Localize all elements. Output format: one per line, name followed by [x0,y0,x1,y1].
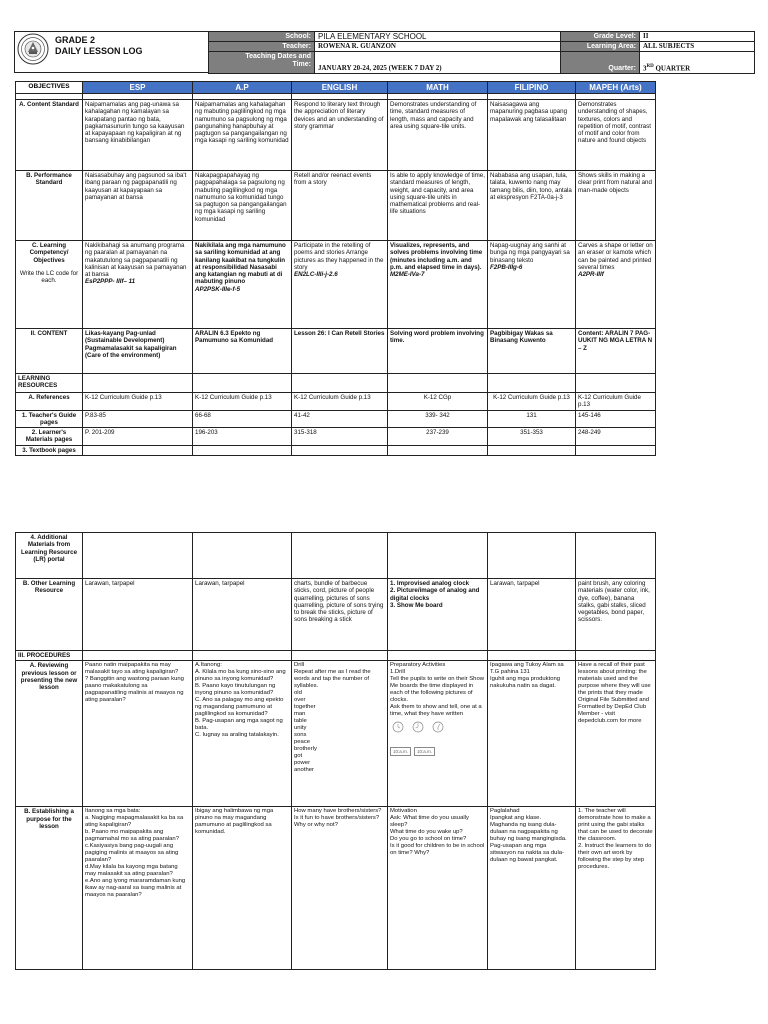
row-label [16,410,83,428]
cell-math [388,661,488,807]
grade-level-value: II [640,32,755,42]
cell-text: Paglalahad Ipangkat ang klase. Maghanda ng isang dula-dulaan na nagpapakita ng buhay ng isang mangingisda. Pag-usapan ang mga sitwasyon na nakita sa dula-dulaan ng bawat pangkat. [490,808,567,864]
cell-text: 131 [526,411,537,419]
section-empty-cell [292,374,388,393]
cell-text: 66-68 [195,411,211,419]
section-empty-cell [193,374,292,393]
dates-label-line2: Time: [292,61,311,68]
dates-label [209,52,315,74]
table-row [16,533,656,579]
deped-seal-logo [17,33,49,65]
section-label: III. PROCEDURES [16,651,83,661]
cell-english [292,579,388,651]
school-value: PILA ELEMENTARY SCHOOL [315,32,561,42]
section-row [16,374,656,393]
teacher-label: Teacher: [209,42,315,52]
section-empty-cell [83,651,193,661]
lc-code: EsP2PPP- IIIf– 11 [85,278,136,286]
cell-text: Retell and/or reenact events from a story [294,172,374,187]
table-row [16,241,656,329]
cell-text: Content: ARALIN 7 PAG-UUKIT NG MGA LETRA N – Z [578,330,654,352]
cell-text: Drill Repeat after me as I read the words and tap the number of syllables. old over together man table unity sons peace brotherly got power another [294,662,371,774]
row-label [16,241,83,329]
cell-text: Naisasabuhay ang pagsunod sa iba't ibang paraan ng pagpapanatili ng kaayusan at kapayapaan sa pamayanan at bansa [85,172,189,201]
table-row [16,807,656,970]
row-label-text: C. Learning Competency/ Objectives [29,242,69,264]
cell-mapeh [576,445,656,455]
cell-text: ARALIN 6.3 Epekto ng Pamumuno sa Komunidad [195,330,274,345]
cell-english [292,533,388,579]
col-esp: ESP [83,82,193,94]
cell-mapeh [576,533,656,579]
row-label [16,329,83,374]
section-row [16,651,656,661]
cell-esp [83,807,193,970]
table-row [16,171,656,241]
cell-text: 315-318 [294,429,317,437]
cell-text: Itanong sa mga bata: a. Nagiging mapagmalasakit ka ba sa ating kapaligiran? b. Paano mo maipapakita ang pagmamahal mo sa ating paaralan? c.Kasiyasiya bang pag-uugali ang pagiging malinis at maayos sa ating paaralan? d.May kilala ba kayong mga batang may malasakit sa ating paaralan? e.Ano ang iyong mararamdaman kung ikaw ay nag-aaral sa isang malinis at maayos na paaralan? [85,808,186,899]
grade-title: GRADE 2 [55,35,96,45]
cell-text: charts, bundle of barbecue sticks, cord, picture of people quarrelling, pictures of sons quarrelling, picture of sons trying to break the sticks, picture of sons breaking a stick [294,580,386,624]
table-row [16,393,656,411]
row-label [16,533,83,579]
cell-math [388,329,488,374]
cell-esp [83,329,193,374]
row-label-text: 2. Learner's Materials pages [25,429,73,444]
section-empty-cell [488,374,576,393]
cell-english [292,807,388,970]
cell-esp [83,100,193,171]
cell-mapeh [576,329,656,374]
cell-text: K-12 Curriculum Guide p.13 [493,394,570,401]
row-label-text: B. Other Learning Resource [22,580,76,595]
row-label [16,428,83,446]
cell-ap [193,410,292,428]
cell-text: 1. Improvised analog clock 2. Picture/image of analog and digital clocks 3. Show Me board [390,580,480,609]
cell-math [388,579,488,651]
lc-code: F2PB-IIIg-6 [490,263,523,271]
col-math: MATH [388,82,488,94]
col-filipino: FILIPINO [488,82,576,94]
cell-text: Participate in the retelling of poems and stories Arrange pictures as they happened in the story [294,242,386,271]
cell-text: Is able to apply knowledge of time, standard measures of length, weight, and capacity, and area using square-tile units in mathematical problems and real-life situations [390,172,487,216]
cell-filipino [488,100,576,171]
row-label-text: B. Establishing a purpose for the lesson [24,808,74,830]
cell-english [292,329,388,374]
cell-text: Ipagawa ang Tukoy Alam sa T.G pahina 131 Iguhit ang mga produktong nakukuha natin sa dagat. [490,662,564,690]
page-title [55,35,143,57]
cell-text: K-12 Curriculum Guide p.13 [294,394,371,401]
teacher-value: ROWENA R. GUANZON [315,42,561,52]
cell-esp [83,171,193,241]
cell-text: Preparatory Activities 1.Drill Tell the pupils to write on their Show Me boards the time displayed in each of the following pictures of clocks. Ask them to show and tell, one at a time, what they have written [390,662,484,718]
learning-area-value: ALL SUBJECTS [640,42,755,52]
digital-clock-labels [390,747,485,756]
cell-mapeh [576,100,656,171]
lc-code: M2ME-IVa-7 [390,271,425,279]
row-label [16,171,83,241]
cell-text: Napag-uugnay ang sanhi at bunga ng mga pangyayari sa binasang teksto [490,242,572,264]
cell-math [388,428,488,446]
digital-clock-time: 10:a.m. [390,747,411,756]
cell-esp [83,393,193,411]
cell-mapeh [576,428,656,446]
cell-filipino [488,533,576,579]
lc-code: EN2LC-IIIi-j-2.6 [294,271,338,279]
cell-filipino [488,329,576,374]
cell-english [292,428,388,446]
cell-ap [193,241,292,329]
cell-text: Naisasagawa ang mapanuring pagbasa upang mapalawak ang talasalitaan [490,101,569,123]
cell-text: Larawan, tarpapel [490,580,540,587]
section-empty-cell [576,651,656,661]
cell-text: K-12 Curriculum Guide p.13 [85,394,162,401]
cell-math [388,807,488,970]
section-empty-cell [388,651,488,661]
cell-mapeh [576,661,656,807]
cell-ap [193,661,292,807]
school-label: School: [209,32,315,42]
quarter-value: 3RD QUARTER [640,52,755,74]
grade-level-label: Grade Level: [561,32,640,42]
lc-code: AP2PSK-IIIe-f-5 [195,285,241,293]
table-row [16,100,656,171]
cell-text: P. 201-209 [85,429,115,437]
cell-english [292,171,388,241]
cell-esp [83,241,193,329]
cell-text: Pagbibigay Wakas sa Binasang Kuwento [490,330,555,345]
cell-esp [83,579,193,651]
dates-value: JANUARY 20-24, 2025 (WEEK 7 DAY 2) [315,52,561,74]
row-label [16,100,83,171]
cell-mapeh [576,393,656,411]
cell-ap [193,428,292,446]
cell-text: K-12 CGp [423,394,452,401]
section-empty-cell [83,374,193,393]
row-label-text: 3. Textbook pages [22,446,76,454]
cell-text: Lesson 26: I Can Retell Stories [294,330,385,337]
cell-text: 339- 342 [425,411,450,419]
row-label [16,661,83,807]
row-label-text: A. References [28,394,70,401]
cell-text: Naipamamalas ang kahalagahan ng mabuting paglilingkod ng mga namumuno sa pagsulong ng mga pangunahing hanapbuhay at pagtugon sa pangangailangan ng mga kasapi ng sariling komunidad [195,101,289,145]
cell-text: 41-42 [294,411,310,419]
cell-ap [193,329,292,374]
section-label: LEARNING RESOURCES [16,374,83,393]
cell-mapeh [576,410,656,428]
cell-filipino [488,241,576,329]
cell-english [292,445,388,455]
table-row [16,661,656,807]
cell-filipino [488,171,576,241]
cell-text: Nababasa ang usapan, tula, talata, kuwento nang may tamang bilis, diin, tono, antala at ekspresyon F2TA-0a-j-3 [490,172,574,201]
table-row [16,579,656,651]
cell-english [292,410,388,428]
row-label-text: B. Performance Standard [26,172,72,187]
lesson-table-part2 [15,532,656,970]
cell-math [388,410,488,428]
cell-text: Paano natin maipapakita na may malasakit tayo sa ating kapaligiran? ? Banggitin ang wastong paraan kung paano makakatulong sa pagpapanatiling malinis at maayos ng ating paaralan? [85,662,184,704]
cell-ap [193,579,292,651]
clock-icons [390,720,450,744]
table-row [16,445,656,455]
cell-text: Ibigay ang halimbawa ng mga pinuno na may magandang pamumuno at paglilingkod sa komunidad. [195,808,275,836]
cell-text: Demonstrates understanding of shapes, textures, colors and repetition of motif, contrast of motif and color from nature and found objects [578,101,653,145]
learning-area-label: Learning Area: [561,42,640,52]
cell-esp [83,661,193,807]
cell-text: A.Itanong: A. Kilala mo ba kung sino-sino ang pinuno sa inyong komunidad? B. Paano kayo tinutulungan ng inyong pinuno sa komunidad? C. Ano sa palagay mo ang epekto ng magandang pamumuno at paglilingkod sa komunidad? B. Pag-usapan ang mga sagot ng bata. C. Iugnay sa araling tatalakayin. [195,662,286,739]
cell-ap [193,393,292,411]
cell-text: 1. The teacher will demonstrate how to make a print using the gabi stalks that can be used to decorate the classroom. 2. Instruct the learners to do their own art work by following the step by step procedures. [578,808,653,871]
cell-text: Have a recall of their past lessons about printing: the materials used and the purpose where they will use the prints that they made Original File Submitted and Formatted by DepEd Club Member - visit depedclub.com for more [578,662,651,725]
col-ap: A.P [193,82,292,94]
col-english: ENGLISH [292,82,388,94]
cell-math [388,533,488,579]
cell-filipino [488,393,576,411]
section-empty-cell [193,651,292,661]
cell-text: Visualizes, represents, and solves problems involving time (minutes including a.m. and p.m. and elapsed time in days). [390,242,484,271]
section-empty-cell [488,651,576,661]
cell-text: How many have brothers/sisters? Is it fun to have brothers/sisters? Why or why not? [294,808,382,829]
cell-ap [193,807,292,970]
cell-esp [83,428,193,446]
section-empty-cell [292,651,388,661]
cell-text: Nakikilala ang mga namumuno sa sariling komunidad at ang kanilang kaakibat na tungkulin at responsibilidad Nasasabi ang katangian ng mabuti at di mabuting pinuno [195,242,288,286]
cell-text: 145-146 [578,411,601,419]
col-mapeh: MAPEH (Arts) [576,82,656,94]
cell-filipino [488,428,576,446]
cell-math [388,241,488,329]
row-label [16,393,83,411]
header-info-table [208,31,755,74]
cell-text: Solving word problem involving time. [390,330,486,345]
cell-filipino [488,410,576,428]
cell-ap [193,445,292,455]
cell-text: Larawan, tarpapel [195,580,245,587]
cell-english [292,661,388,807]
cell-esp [83,445,193,455]
cell-filipino [488,579,576,651]
cell-filipino [488,661,576,807]
table-row [16,329,656,374]
clock-pictures [390,720,485,756]
cell-math [388,100,488,171]
lesson-table-part1 [15,81,656,456]
col-objectives: OBJECTIVES [16,82,83,94]
cell-text: Motivation Ask: What time do you usually sleep? What time do you wake up? Do you go to school on time? Is it good for children to be in school on time? Why? [390,808,485,857]
cell-text: 248-249 [578,429,601,437]
row-label-text: 4. Additional Materials from Learning Resource (LR) portal [20,534,78,563]
cell-english [292,241,388,329]
row-sublabel: Write the LC code for each. [19,269,79,285]
log-title: DAILY LESSON LOG [55,46,143,56]
table-row [16,428,656,446]
table-row [16,410,656,428]
cell-text: Carves a shape or letter on an eraser or kamote which can be painted and printed several times [578,242,655,271]
quarter-label: Quarter: [561,52,640,74]
cell-filipino [488,807,576,970]
dates-label-line1: Teaching Dates and [245,53,311,60]
row-label [16,579,83,651]
cell-text: 196-203 [195,429,218,437]
cell-mapeh [576,579,656,651]
cell-filipino [488,445,576,455]
row-label-text: A. Content Standard [19,101,79,108]
cell-text: Likas-kayang Pag-unlad (Sustainable Development) Pagmamalasakit sa kapaligiran (Care of the environment) [85,330,179,359]
section-empty-cell [388,374,488,393]
cell-mapeh [576,171,656,241]
row-label-text: 1. Teacher's Guide pages [21,411,77,426]
cell-text: Nakikibahagi sa anumang programa ng paaralan at pamayanan na makatutulong sa pagpapanatili ng kalinisan at kaayusan sa pamayanan at bansa [85,242,189,279]
cell-ap [193,533,292,579]
row-label [16,807,83,970]
cell-text: Shows skills in making a clear print from natural and man-made objects [578,172,654,194]
cell-esp [83,533,193,579]
row-label-text: A. Reviewing previous lesson or presenting the new lesson [20,662,78,692]
cell-text: Nakapagpapahayag ng pagpapahalaga sa pagsulong ng mabuting paglilingkod ng mga namumuno sa komunidad tungo sa pagtugon sa pangangailangan ng mga kasapi ng sariling komunidad [195,172,289,223]
cell-english [292,393,388,411]
row-label [16,445,83,455]
cell-mapeh [576,807,656,970]
cell-math [388,445,488,455]
digital-clock-time: 10:a.m. [414,747,435,756]
cell-ap [193,171,292,241]
cell-text: Naipamamalas ang pag-unawa sa kahalagahan ng kamalayan sa karapatang pantao ng bata, pagkamasunurin tungo sa kaayusan at kapayapaan ng kapaligiran at ng bansang kinabibilangan [85,101,187,145]
cell-text: K-12 Curriculum Guide p.13 [195,394,272,401]
cell-text: Larawan, tarpapel [85,580,135,587]
cell-math [388,393,488,411]
cell-text: P.83-85 [85,411,106,419]
cell-english [292,100,388,171]
cell-text: Respond to literary text through the appreciation of literary devices and an understanding of story grammar [294,101,386,130]
quarter-ordinal-suffix: RD [646,63,654,69]
cell-text: 351-353 [520,429,543,437]
cell-esp [83,410,193,428]
cell-math [388,171,488,241]
lc-code: A2PR-IIIf [578,271,604,279]
cell-text: K-12 Curriculum Guide p.13 [578,394,643,409]
row-label-text: II. CONTENT [30,330,68,337]
cell-text: 237-239 [426,429,449,437]
cell-ap [193,100,292,171]
cell-text: Demonstrates understanding of time, standard measures of length, mass and capacity and area using square-tile units. [390,101,479,130]
cell-text: paint brush, any coloring materials (water color, ink, dye, coffee), banana stalks, gabi stalks, sliced vegetables, bond paper, scissors. [578,580,652,624]
cell-mapeh [576,241,656,329]
section-empty-cell [576,374,656,393]
